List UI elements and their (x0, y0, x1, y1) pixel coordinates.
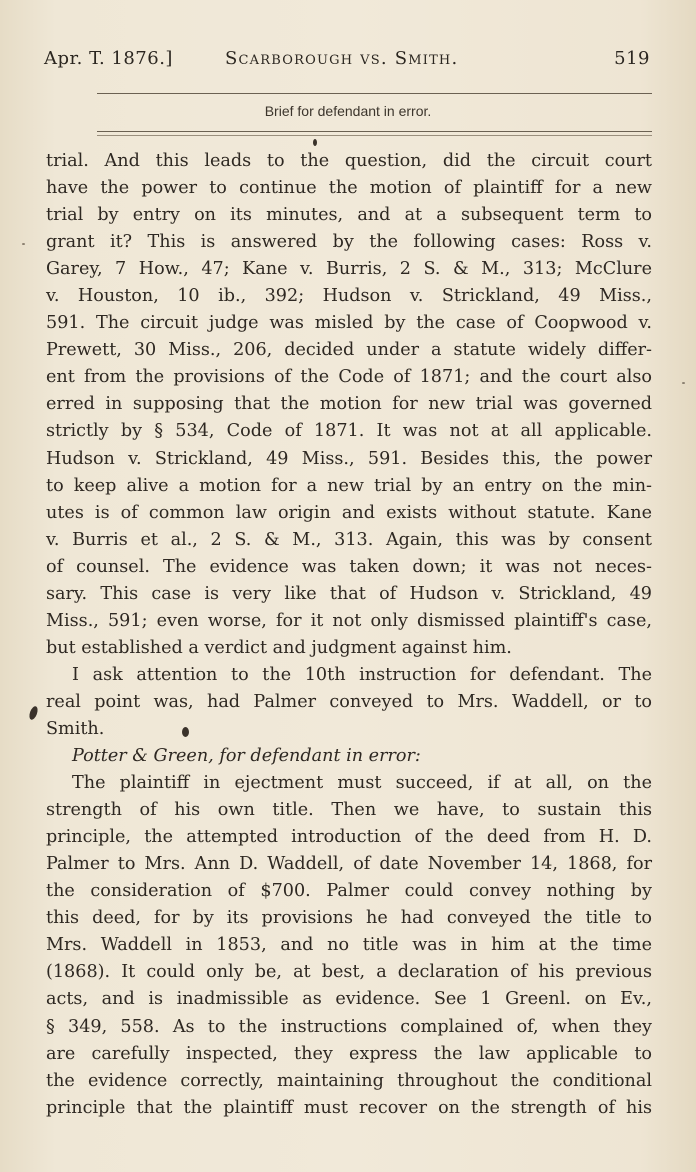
text-line: (1868). It could only be, at best, a declaration of his previous (46, 962, 652, 983)
text-line: Miss., 591; even worse, for it not only dismissed plaintiff's case, (46, 610, 652, 631)
text-line: Prewett, 30 Miss., 206, decided under a statute widely differ- (46, 340, 652, 361)
text-line: the consideration of $700. Palmer could convey nothing by (46, 881, 652, 902)
text-line: strength of his own title. Then we have, to sustain this (46, 800, 652, 821)
text-line: ent from the provisions of the Code of 1871; and the court also (46, 367, 652, 388)
text-line: are carefully inspected, they express the law applicable to (46, 1043, 652, 1064)
ink-mark (28, 705, 39, 721)
text-line: strictly by § 534, Code of 1871. It was not at all applicable. (46, 421, 652, 442)
text-line: real point was, had Palmer conveyed to Mrs. Waddell, or to (46, 691, 652, 712)
text-line: Smith. (46, 718, 105, 739)
text-line: I ask attention to the 10th instruction for defendant. The (72, 664, 652, 685)
text-line: utes is of common law origin and exists without statute. Kane (46, 502, 652, 523)
text-line: § 349, 558. As to the instructions complained of, when they (46, 1016, 652, 1037)
text-line: grant it? This is answered by the following cases: Ross v. (46, 232, 652, 253)
text-line: have the power to continue the motion of plaintiff for a new (46, 178, 652, 199)
text-line: erred in supposing that the motion for new trial was governed (46, 394, 652, 415)
text-line: 591. The circuit judge was misled by the case of Coopwood v. (46, 313, 652, 334)
text-line: v. Burris et al., 2 S. & M., 313. Again, this was by consent (46, 529, 652, 550)
text-line: to keep alive a motion for a new trial by an entry on the min- (46, 475, 652, 496)
text-line: v. Houston, 10 ib., 392; Hudson v. Strickland, 49 Miss., (46, 286, 652, 307)
text-line: Mrs. Waddell in 1853, and no title was in him at the time (46, 935, 652, 956)
text-line: The plaintiff in ejectment must succeed, if at all, on the (72, 773, 652, 794)
text-line: Hudson v. Strickland, 49 Miss., 591. Besides this, the power (46, 448, 652, 469)
text-line: of counsel. The evidence was taken down; it was not neces- (46, 556, 652, 577)
header-rule-top (97, 93, 652, 94)
text-line: trial. And this leads to the question, did the circuit court (46, 151, 652, 171)
text-line: Garey, 7 How., 47; Kane v. Burris, 2 S. & M., 313; McClure (46, 259, 652, 280)
counsel-line: Potter & Green, for defendant in error: (72, 746, 421, 767)
page-number: 519 (614, 48, 650, 69)
section-subheading: Brief for defendant in error. (264, 103, 432, 119)
text-line: principle that the plaintiff must recover on the strength of his (46, 1097, 652, 1118)
text-line: this deed, for by its provisions he had conveyed the title to (46, 908, 652, 929)
ink-mark (313, 139, 317, 146)
text-line: Palmer to Mrs. Ann D. Waddell, of date November 14, 1868, for (46, 854, 652, 875)
text-line: principle, the attempted introduction of the deed from H. D. (46, 827, 652, 848)
term-date: Apr. T. 1876.] (44, 48, 173, 69)
brief-body (46, 148, 652, 1122)
text-line: but established a verdict and judgment against him. (46, 637, 512, 658)
text-line: the evidence correctly, maintaining throughout the conditional (46, 1070, 652, 1091)
case-title: Scarborough vs. Smith. (225, 48, 459, 69)
text-line: acts, and is inadmissible as evidence. See 1 Greenl. on Ev., (46, 989, 652, 1010)
ink-speck (682, 382, 685, 384)
running-head (44, 48, 650, 76)
text-line: sary. This case is very like that of Hudson v. Strickland, 49 (46, 583, 652, 604)
header-rule-bottom (97, 131, 652, 132)
ink-speck (22, 243, 25, 245)
text-line: trial by entry on its minutes, and at a subsequent term to (46, 205, 652, 226)
